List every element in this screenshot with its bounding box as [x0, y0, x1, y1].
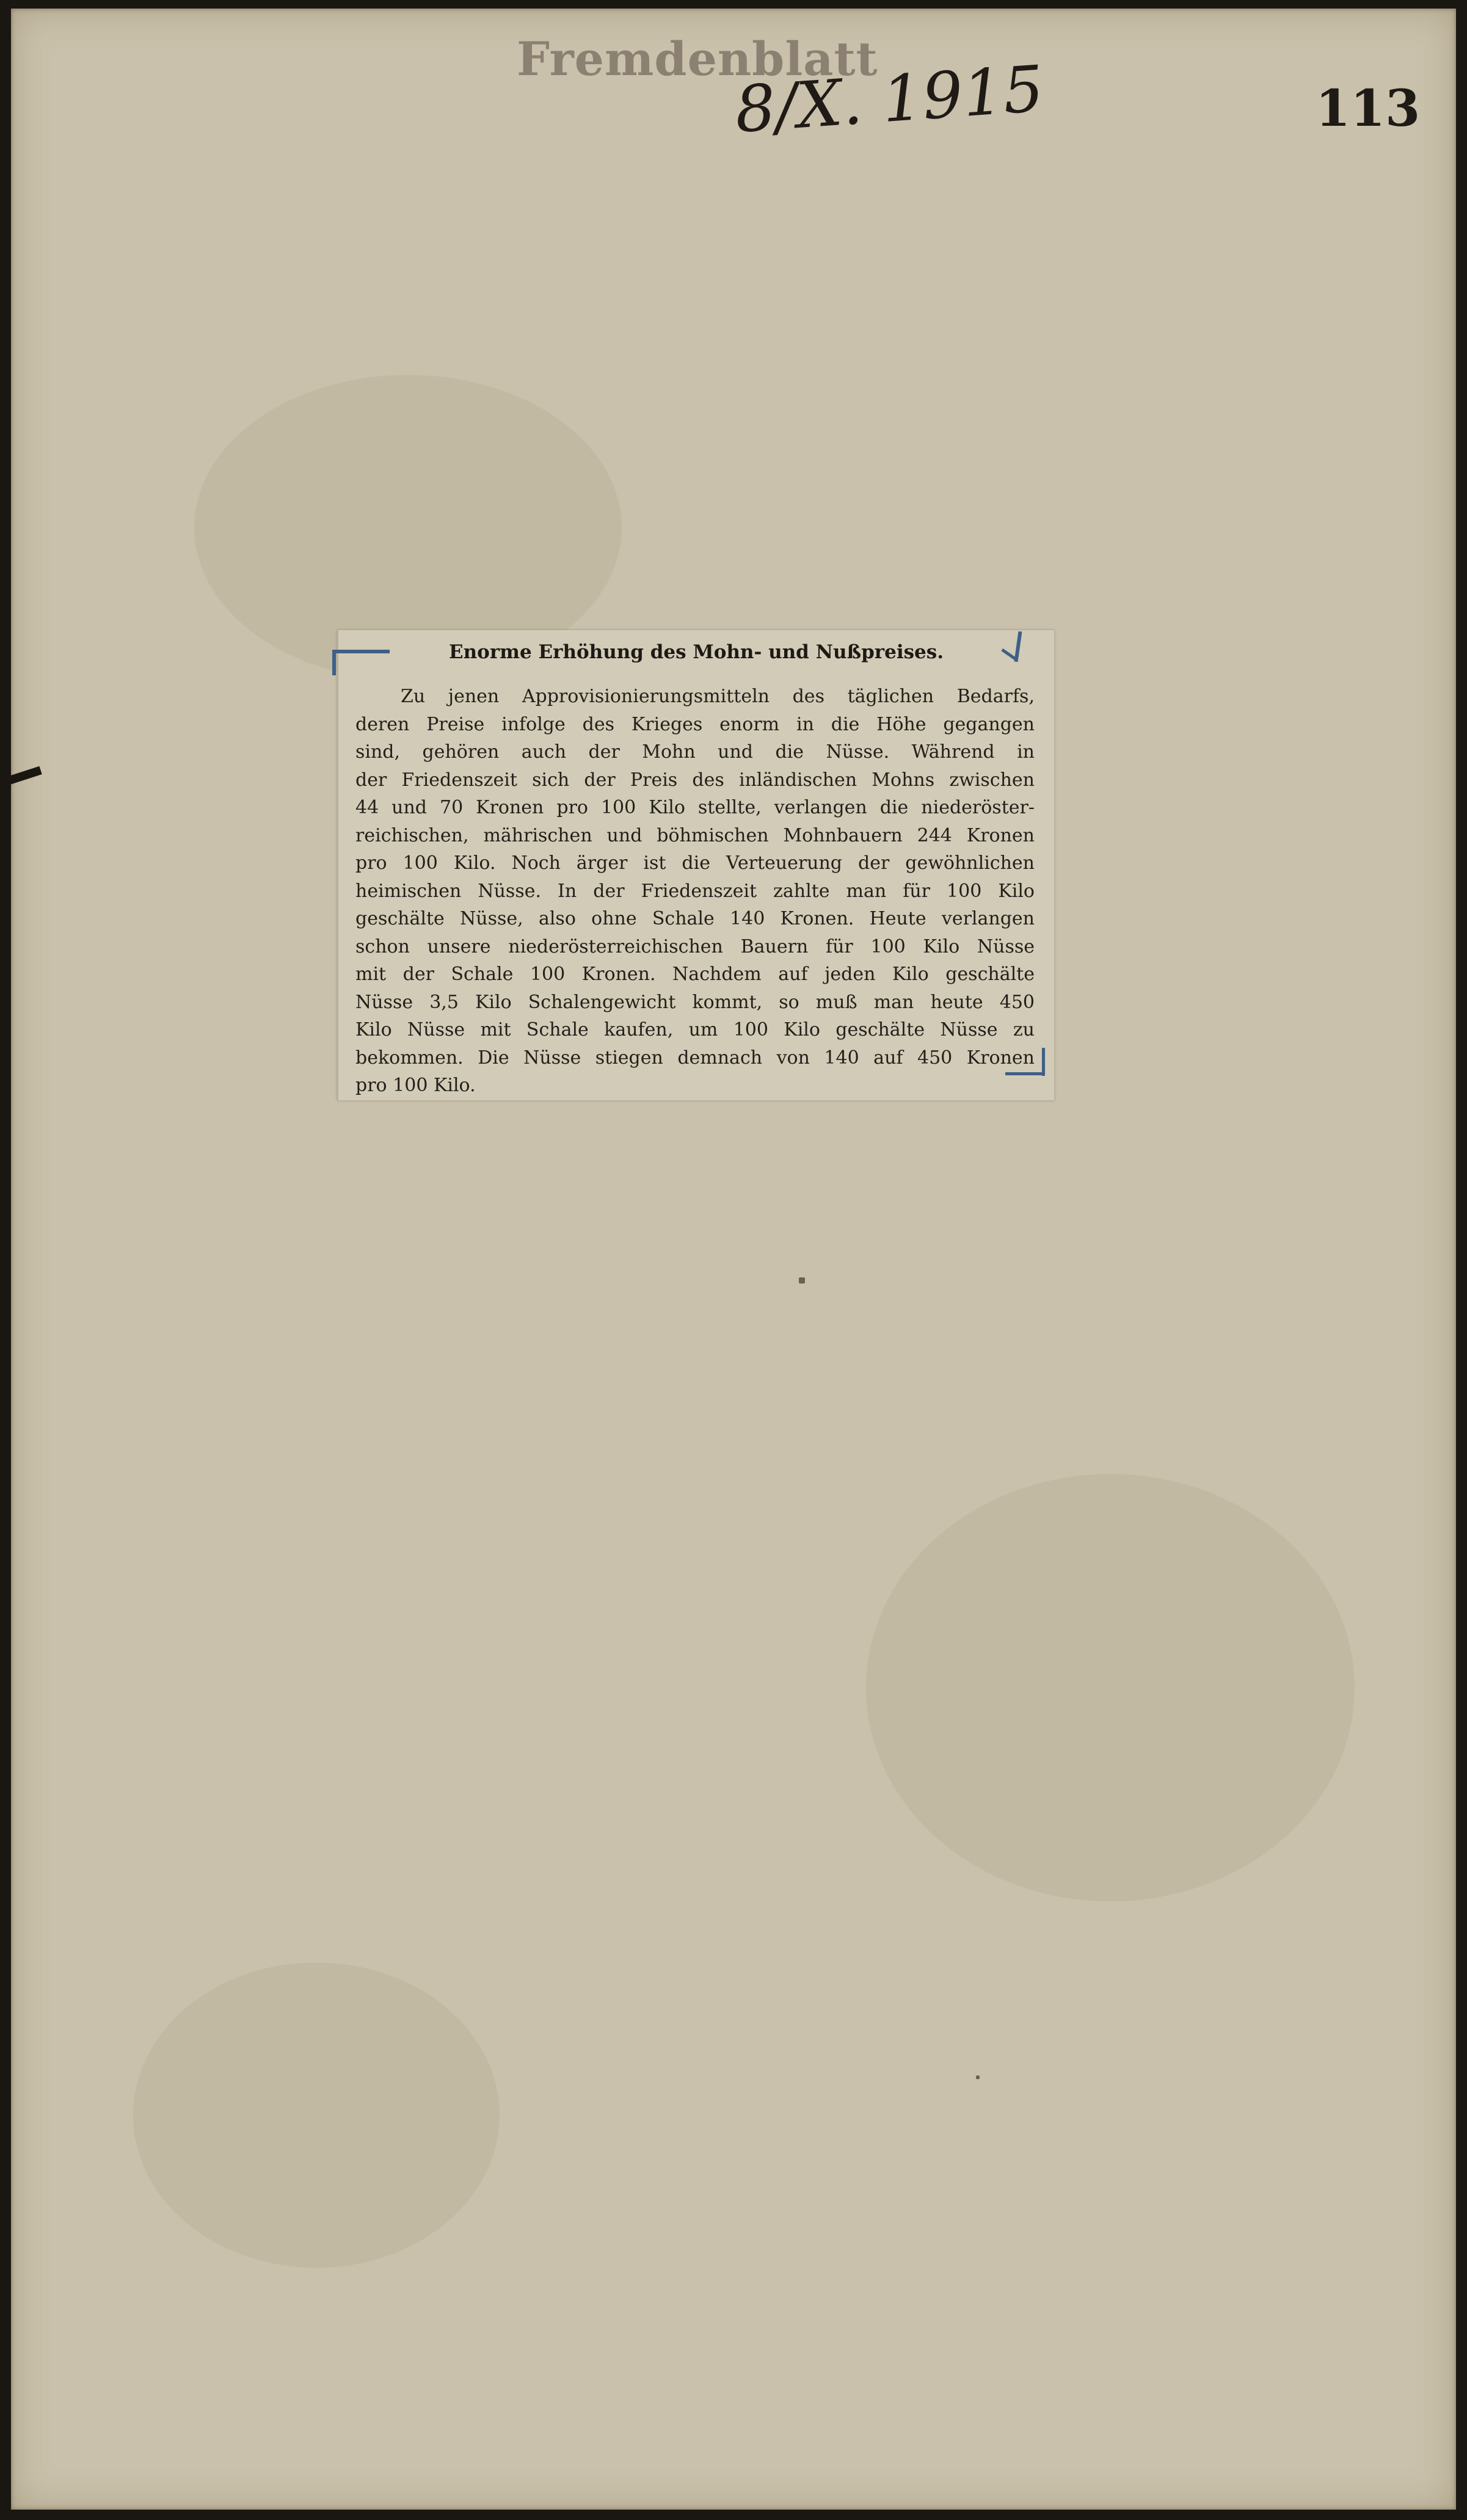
handwritten-date: 8/X. 1915 — [732, 51, 1046, 148]
article-line: deren Preise infolge des Krieges enorm in die Höhe gegangen — [355, 713, 1035, 735]
pencil-mark-top-left — [332, 650, 390, 653]
article-body — [355, 683, 1035, 1100]
newspaper-clipping — [337, 630, 1054, 1100]
paper-speck — [799, 1277, 805, 1284]
page-number: 113 — [1316, 79, 1421, 138]
article-line: geschälte Nüsse, also ohne Schale 140 Kronen. Heute verlangen — [355, 908, 1035, 929]
newspaper-stamp: Fremdenblatt — [517, 32, 878, 86]
article-line: sind, gehören auch der Mohn und die Nüsse. Während in — [355, 741, 1035, 763]
article-line: Zu jenen Approvisionierungsmitteln des täglichen Bedarfs, — [401, 686, 1035, 707]
article-title: Enorme Erhöhung des Mohn- und Nußpreises. — [448, 641, 944, 663]
article-line: Nüsse 3,5 Kilo Schalengewicht kommt, so muß man heute 450 — [355, 991, 1035, 1013]
article-line: schon unsere niederösterreichischen Bauern für 100 Kilo Nüsse — [355, 935, 1035, 957]
paper-stain — [133, 1963, 500, 2268]
article-line: heimischen Nüsse. In der Friedenszeit zahlte man für 100 Kilo — [355, 880, 1035, 902]
article-line: Kilo Nüsse mit Schale kaufen, um 100 Kilo geschälte Nüsse zu — [355, 1019, 1035, 1040]
article-line: der Friedenszeit sich der Preis des inländischen Mohns zwischen — [355, 769, 1035, 791]
article-line: pro 100 Kilo. — [355, 1075, 476, 1096]
pencil-mark-bottom-right — [1005, 1072, 1042, 1075]
paper-speck — [976, 2075, 980, 2079]
pencil-mark-bottom-right — [1042, 1048, 1045, 1076]
article-line: mit der Schale 100 Kronen. Nachdem auf jeden Kilo geschälte — [355, 964, 1035, 985]
article-line: bekommen. Die Nüsse stiegen demnach von 140 auf 450 Kronen — [355, 1047, 1035, 1069]
pencil-mark-top-left — [332, 650, 336, 675]
article-line: 44 und 70 Kronen pro 100 Kilo stellte, verlangen die niederöster- — [355, 797, 1035, 818]
article-line: reichischen, mährischen und böhmischen Mohnbauern 244 Kronen — [355, 824, 1035, 846]
article-line: pro 100 Kilo. Noch ärger ist die Verteuerung der gewöhnlichen — [355, 852, 1035, 874]
paper-stain — [866, 1474, 1355, 1901]
archive-sheet — [11, 9, 1456, 2510]
